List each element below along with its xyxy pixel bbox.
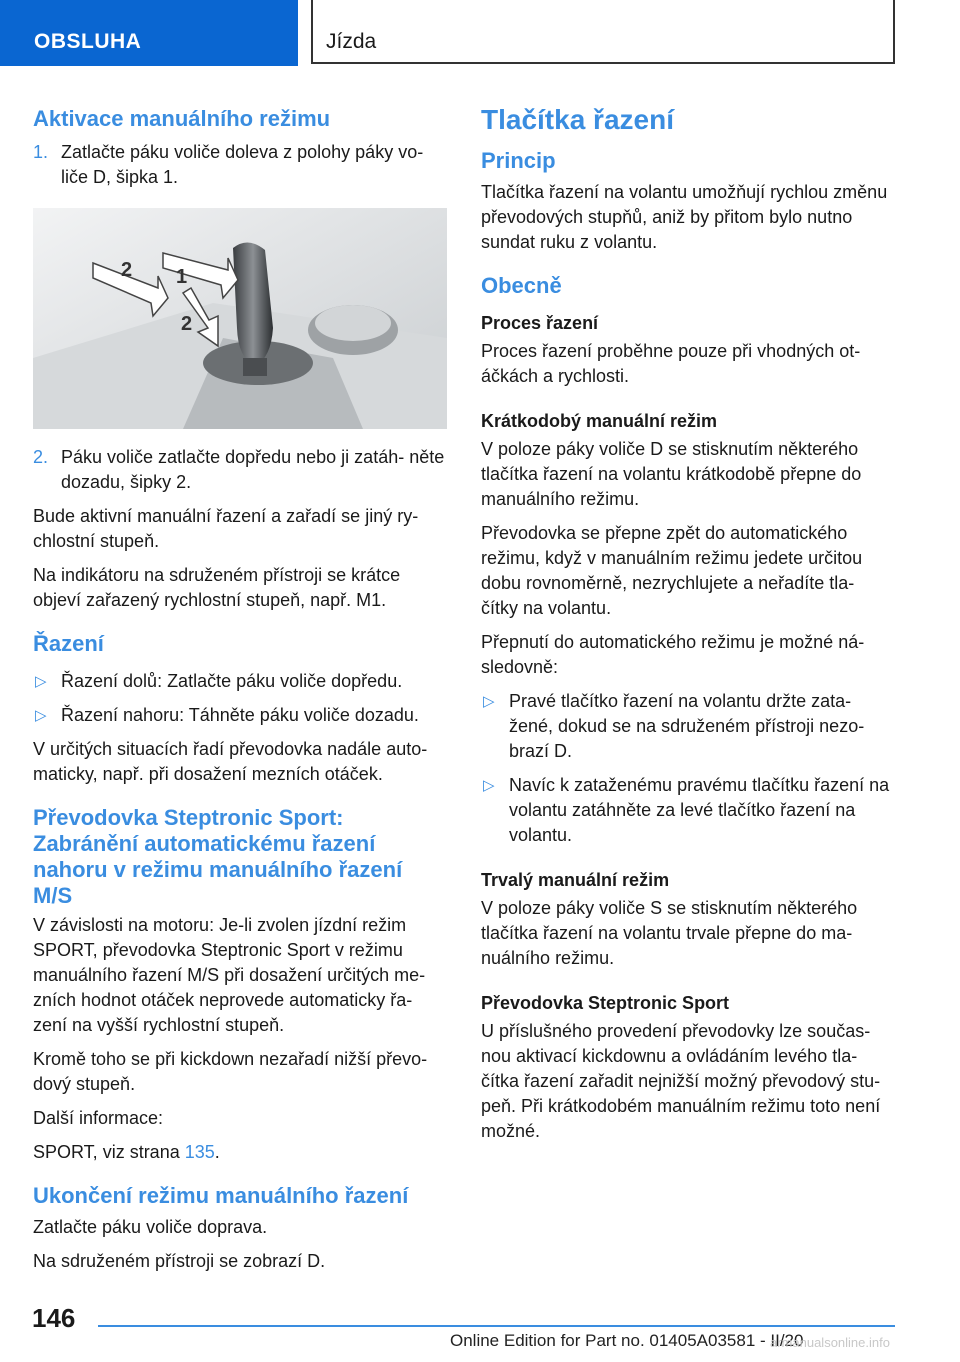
paragraph: V určitých situacích řadí převodovka nadále auto- maticky, např. při dosažení mezních otáček.: [33, 739, 428, 784]
arrow-label-2a: 2: [121, 259, 133, 281]
page-header: [0, 0, 960, 66]
paragraph: Proces řazení proběhne pouze při vhodných ot- áčkách a rychlosti.: [481, 341, 861, 386]
paragraph: Kromě toho se při kickdown nezařadí nižší převo- dový stupeň.: [33, 1049, 428, 1094]
list-item: [33, 669, 447, 694]
subheading-short-manual: Krátkodobý manuální režim: [481, 411, 718, 431]
list-item-text: Řazení dolů: Zatlačte páku voliče dopředu.: [61, 671, 403, 691]
chapter-title: Jízda: [311, 0, 895, 64]
heading-activate-manual: Aktivace manuálního režimu: [33, 106, 331, 131]
triangle-bullet-icon: ▷: [35, 707, 47, 724]
paragraph: Na indikátoru na sdruženém přístroji se krátce objeví zařazený rychlostní stupeň, např. M1.: [33, 565, 401, 610]
list-item-text: Pravé tlačítko řazení na volantu držte zata- žené, dokud se na sdruženém přístroji nezo- brazí D.: [509, 691, 865, 761]
left-column: [33, 100, 447, 1283]
gear-selector-figure: [33, 208, 447, 429]
reference-suffix: .: [214, 1142, 220, 1162]
step-number: 1.: [33, 142, 49, 162]
arrow-label-1: 1: [176, 266, 188, 288]
paragraph: Převodovka se přepne zpět do automatického režimu, když v manuálním režimu jedete určitou dobu rovnoměrně, nezrychlujete a neřadíte tla- čítky na volantu.: [481, 523, 863, 618]
list-item: [481, 773, 895, 848]
right-column: [481, 100, 895, 1153]
watermark: armanualsonline.info: [770, 1335, 890, 1350]
subheading-steptronic-sport: Převodovka Steptronic Sport: [481, 993, 730, 1013]
step-number: 2.: [33, 447, 49, 467]
subheading-permanent-manual: Trvalý manuální režim: [481, 870, 670, 890]
gear-selector-illustration: [33, 208, 447, 429]
list-item-text: Navíc k zataženému pravému tlačítku řazení na volantu zatáhněte za levé tlačítko řazení na volantu.: [509, 775, 890, 845]
step-1: [33, 140, 447, 190]
triangle-bullet-icon: ▷: [483, 777, 495, 794]
paragraph: Na sdruženém přístroji se zobrazí D.: [33, 1251, 326, 1271]
heading-shifting: Řazení: [33, 631, 104, 656]
page-number: 146: [32, 1303, 76, 1333]
heading-general: Obecně: [481, 273, 562, 298]
heading-end-manual: Ukončení režimu manuálního řazení: [33, 1183, 409, 1208]
heading-shift-paddles: Tlačítka řazení: [481, 104, 674, 135]
paragraph: Bude aktivní manuální řazení a zařadí se jiný ry- chlostní stupeň.: [33, 506, 419, 551]
list-item: [33, 703, 447, 728]
paragraph: Další informace:: [33, 1108, 164, 1128]
paragraph: V poloze páky voliče D se stisknutím některého tlačítka řazení na volantu krátkodobě přepne do manuálního režimu.: [481, 439, 862, 509]
step-2: [33, 445, 447, 495]
paragraph-reference: [33, 1140, 447, 1165]
triangle-bullet-icon: ▷: [483, 693, 495, 710]
paragraph: U příslušného provedení převodovky lze součas- nou aktivací kickdownu a ovládáním levého tla- čítka řazení zařadit nejnižší možný převodový stu- peň. Při krátkodobém manuálním režimu toto není možné.: [481, 1021, 881, 1141]
step-text: Páku voliče zatlačte dopředu nebo ji zatáh- něte dozadu, šipky 2.: [61, 447, 445, 492]
heading-principle: Princip: [481, 148, 556, 173]
list-item: [481, 689, 895, 764]
list-item-text: Řazení nahoru: Táhněte páku voliče dozadu.: [61, 705, 419, 725]
subheading-shift-process: Proces řazení: [481, 313, 599, 333]
step-text: Zatlačte páku voliče doleva z polohy páky vo- liče D, šipka 1.: [61, 142, 424, 187]
paragraph: V poloze páky voliče S se stisknutím některého tlačítka řazení na volantu trvale přepne do ma- nuálního režimu.: [481, 898, 858, 968]
page-link[interactable]: 135: [184, 1142, 215, 1162]
paragraph: Zatlačte páku voliče doprava.: [33, 1217, 268, 1237]
paragraph: Přepnutí do automatického režimu je možné ná- sledovně:: [481, 632, 865, 677]
paragraph: Tlačítka řazení na volantu umožňují rychlou změnu převodových stupňů, aniž by přitom bylo nutno sundat ruku z volantu.: [481, 182, 888, 252]
footer-divider: [98, 1325, 895, 1327]
arrow-label-2b: 2: [181, 313, 193, 335]
heading-steptronic-sport: Převodovka Steptronic Sport: Zabránění automatickému řazení nahoru v režimu manuálního řazení M/S: [33, 805, 403, 908]
triangle-bullet-icon: ▷: [35, 673, 47, 690]
section-tab: OBSLUHA: [0, 0, 298, 66]
edition-info: Online Edition for Part no. 01405A03581 - II/20: [450, 1331, 804, 1350]
reference-text: SPORT, viz strana: [33, 1142, 185, 1162]
paragraph: V závislosti na motoru: Je-li zvolen jízdní režim SPORT, převodovka Steptronic Sport v režimu manuálního řazení M/S při dosažení určitých me- zních hodnot otáček neprovede automaticky řa- zení na vyšší rychlostní stupeň.: [33, 915, 426, 1035]
